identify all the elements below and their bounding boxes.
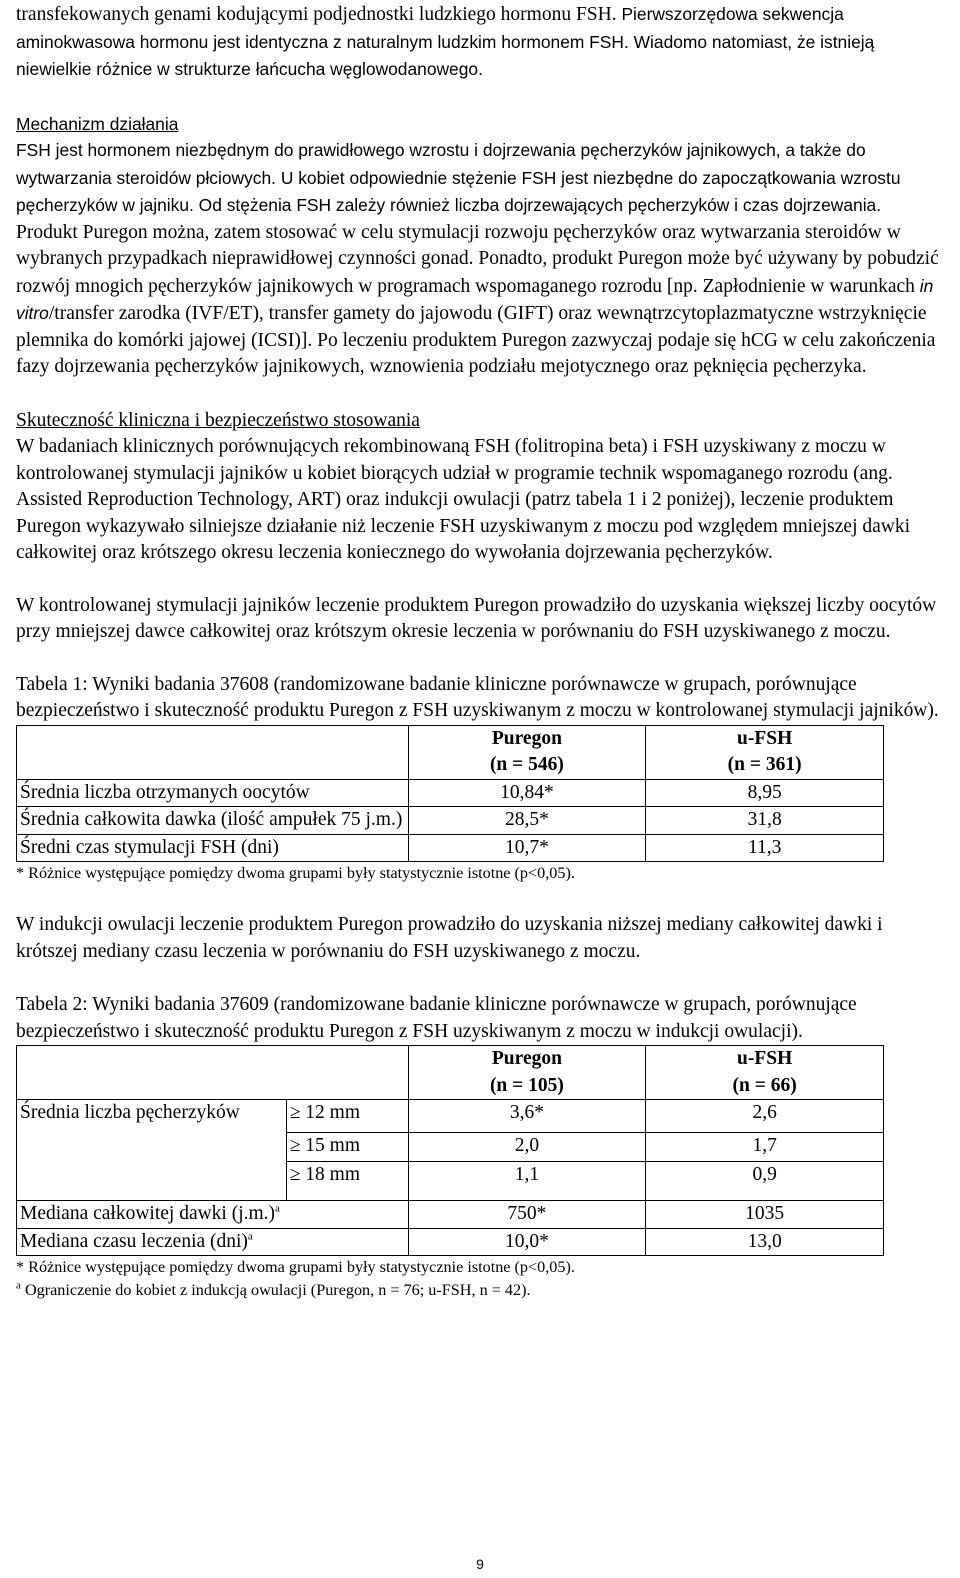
size-label: 15 mm [305, 1135, 361, 1156]
table1-footnote: * Różnice występujące pomiędzy dwoma grupami były statystycznie istotne (p<0,05). [16, 864, 575, 882]
table-row [17, 779, 884, 807]
mechanism-heading: Mechanizm działania [16, 113, 179, 134]
puregon-value: 3,6* [408, 1100, 646, 1133]
row-label: Średnia liczba otrzymanych oocytów [17, 779, 409, 807]
table-row [17, 1201, 884, 1229]
table2-footnote-2 [16, 1279, 944, 1302]
footnote-marker: a [16, 1279, 21, 1292]
page-number: 9 [476, 1556, 484, 1572]
puregon-value: 10,7* [408, 834, 646, 862]
mechanism-paragraph [16, 137, 944, 381]
intro-serif-text: transfekowanych genami kodującymi podjednostki ludzkiego hormonu FSH. [16, 4, 617, 25]
ufsh-value: 1,7 [646, 1133, 884, 1162]
puregon-value: 2,0 [408, 1133, 646, 1162]
table-header-row [17, 1046, 884, 1100]
table1 [16, 725, 884, 863]
median-dose-label: Mediana całkowitej dawki (j.m.) [20, 1203, 276, 1224]
ufsh-value: 31,8 [646, 807, 884, 835]
ge-icon: ≥ [289, 1135, 301, 1156]
row-label: Średnia całkowita dawka (ilość ampułek 75 j.m.) [17, 807, 409, 835]
table2-col2-header: u-FSH [737, 1048, 793, 1069]
ufsh-value: 11,3 [646, 834, 884, 862]
mechanism-sans-text: FSH jest hormonem niezbędnym do prawidłowego wzrostu i dojrzewania pęcherzyków jajnikowych, a także do wytwarzania steroidów płciowych. U kobiet odpowiednie stężenie FSH jest niezbędne do zapoczątkowania wzrostu pęcherzyków w jajniku. Od stężenia FSH zależy również liczba dojrzewających pęcherzyków i czas dojrzewania. [16, 140, 901, 215]
in-vitro-term: in vitro [16, 275, 934, 323]
intro-paragraph [16, 1, 944, 84]
ufsh-value: 13,0 [646, 1228, 884, 1256]
table1-col1-header: Puregon [491, 727, 562, 749]
ufsh-value: 8,95 [646, 779, 884, 807]
mechanism-serif-text-2: /transfer zarodka (IVF/ET), transfer gamety do jajowodu (GIFT) oraz wewnątrzcytoplazmatyczne wstrzyknięcie plemnika do komórki jajowej (ICSI)]. Po leczeniu produktem Puregon zazwyczaj podaje się hCG w celu zakończenia fazy dojrzewania pęcherzyków jajnikowych, wznowienia podziału mejotycznego oraz pęknięcia pęcherzyka. [16, 303, 936, 377]
footnote-marker: a [275, 1202, 280, 1215]
table2-footnote-2-text: Ograniczenie do kobiet z indukcją owulacji (Puregon, n = 76; u-FSH, n = 42). [20, 1281, 531, 1299]
table-header-row [17, 725, 884, 779]
group-label: Średnia liczba pęcherzyków [17, 1100, 287, 1201]
efficacy-paragraph-2: W kontrolowanej stymulacji jajników leczenie produktem Puregon prowadziło do uzyskania większej liczby oocytów przy mniejszej dawce całkowitej oraz krótszym okresie leczenia w porównaniu do FSH uzyskiwanego z moczu. [16, 594, 937, 642]
median-time-label: Mediana czasu leczenia (dni) [20, 1230, 248, 1252]
footnote-marker: a [247, 1230, 253, 1242]
efficacy-heading: Skuteczność kliniczna i bezpieczeństwo stosowania [16, 409, 420, 431]
row-label: Średni czas stymulacji FSH (dni) [17, 834, 409, 862]
intro-sans-text: Pierwszorzędowa sekwencja aminokwasowa hormonu jest identyczna z naturalnym ludzkim hormonem FSH. Wiadomo natomiast, że istnieją niewielkie różnice w strukturze łańcucha węglowodanowego. [16, 4, 875, 79]
ge-icon: ≥ [289, 1164, 301, 1185]
puregon-value: 10,84* [408, 779, 646, 807]
table-row [17, 1100, 884, 1133]
table-row [17, 807, 884, 835]
size-label: 12 mm [305, 1102, 361, 1123]
table2-caption: Tabela 2: Wyniki badania 37609 (randomizowane badanie kliniczne porównawcze w grupach, porównujące bezpieczeństwo i skuteczność produktu Puregon z FSH uzyskiwanym z moczu w indukcji owulacji). [16, 994, 857, 1042]
document-page [16, 1, 944, 1302]
ge-icon: ≥ [289, 1102, 301, 1123]
table2-col2-n: (n = 66) [732, 1074, 797, 1096]
table2-col1-header: Puregon [491, 1048, 562, 1069]
table2 [16, 1045, 884, 1256]
table-row [17, 1228, 884, 1256]
ufsh-value: 0,9 [646, 1162, 884, 1201]
ufsh-value: 1035 [646, 1201, 884, 1229]
ufsh-value: 2,6 [646, 1100, 884, 1133]
table1-caption: Tabela 1: Wyniki badania 37608 (randomizowane badanie kliniczne porównawcze w grupach, porównujące bezpieczeństwo i skuteczność produktu Puregon z FSH uzyskiwanym z moczu w kontrolowanej stymulacji jajników). [16, 673, 939, 721]
table2-col1-n: (n = 105) [489, 1074, 564, 1096]
puregon-value: 750* [408, 1201, 646, 1229]
table1-col2-header: u-FSH [737, 727, 793, 749]
table1-col2-n: (n = 361) [727, 754, 802, 775]
puregon-value: 10,0* [408, 1228, 646, 1256]
table-row [17, 834, 884, 862]
ovulation-paragraph: W indukcji owulacji leczenie produktem Puregon prowadziło do uzyskania niższej mediany całkowitej dawki i krótszej mediany czasu leczenia w porównaniu do FSH uzyskiwanego z moczu. [16, 914, 883, 962]
mechanism-serif-text-1: Produkt Puregon można, zatem stosować w celu stymulacji rozwoju pęcherzyków oraz wytwarzania steroidów w wybranych przypadkach nieprawidłowej czynności gonad. Ponadto, produkt Puregon może być używany by pobudzić rozwój mnogich pęcherzyków jajnikowych w programach wspomaganego rozrodu [np. Zapłodnienie w warunkach [16, 221, 939, 297]
puregon-value: 1,1 [408, 1162, 646, 1201]
puregon-value: 28,5* [408, 807, 646, 835]
size-label: 18 mm [305, 1164, 361, 1185]
table2-footnote-1: * Różnice występujące pomiędzy dwoma grupami były statystycznie istotne (p<0,05). [16, 1258, 575, 1276]
table1-col1-n: (n = 546) [489, 754, 564, 775]
efficacy-paragraph-1: W badaniach klinicznych porównujących rekombinowaną FSH (folitropina beta) i FSH uzyskiwany z moczu w kontrolowanej stymulacji jajników u kobiet biorących udział w programie technik wspomaganego rozrodu (ang. Assisted Reproduction Technology, ART) oraz indukcji owulacji (patrz tabela 1 i 2 poniżej), leczenie produktem Puregon wykazywało silniejsze działanie niż leczenie FSH uzyskiwanym z moczu pod względem mniejszej dawki całkowitej oraz krótszego okresu leczenia koniecznego do wywołania dojrzewania pęcherzyków. [16, 436, 911, 563]
